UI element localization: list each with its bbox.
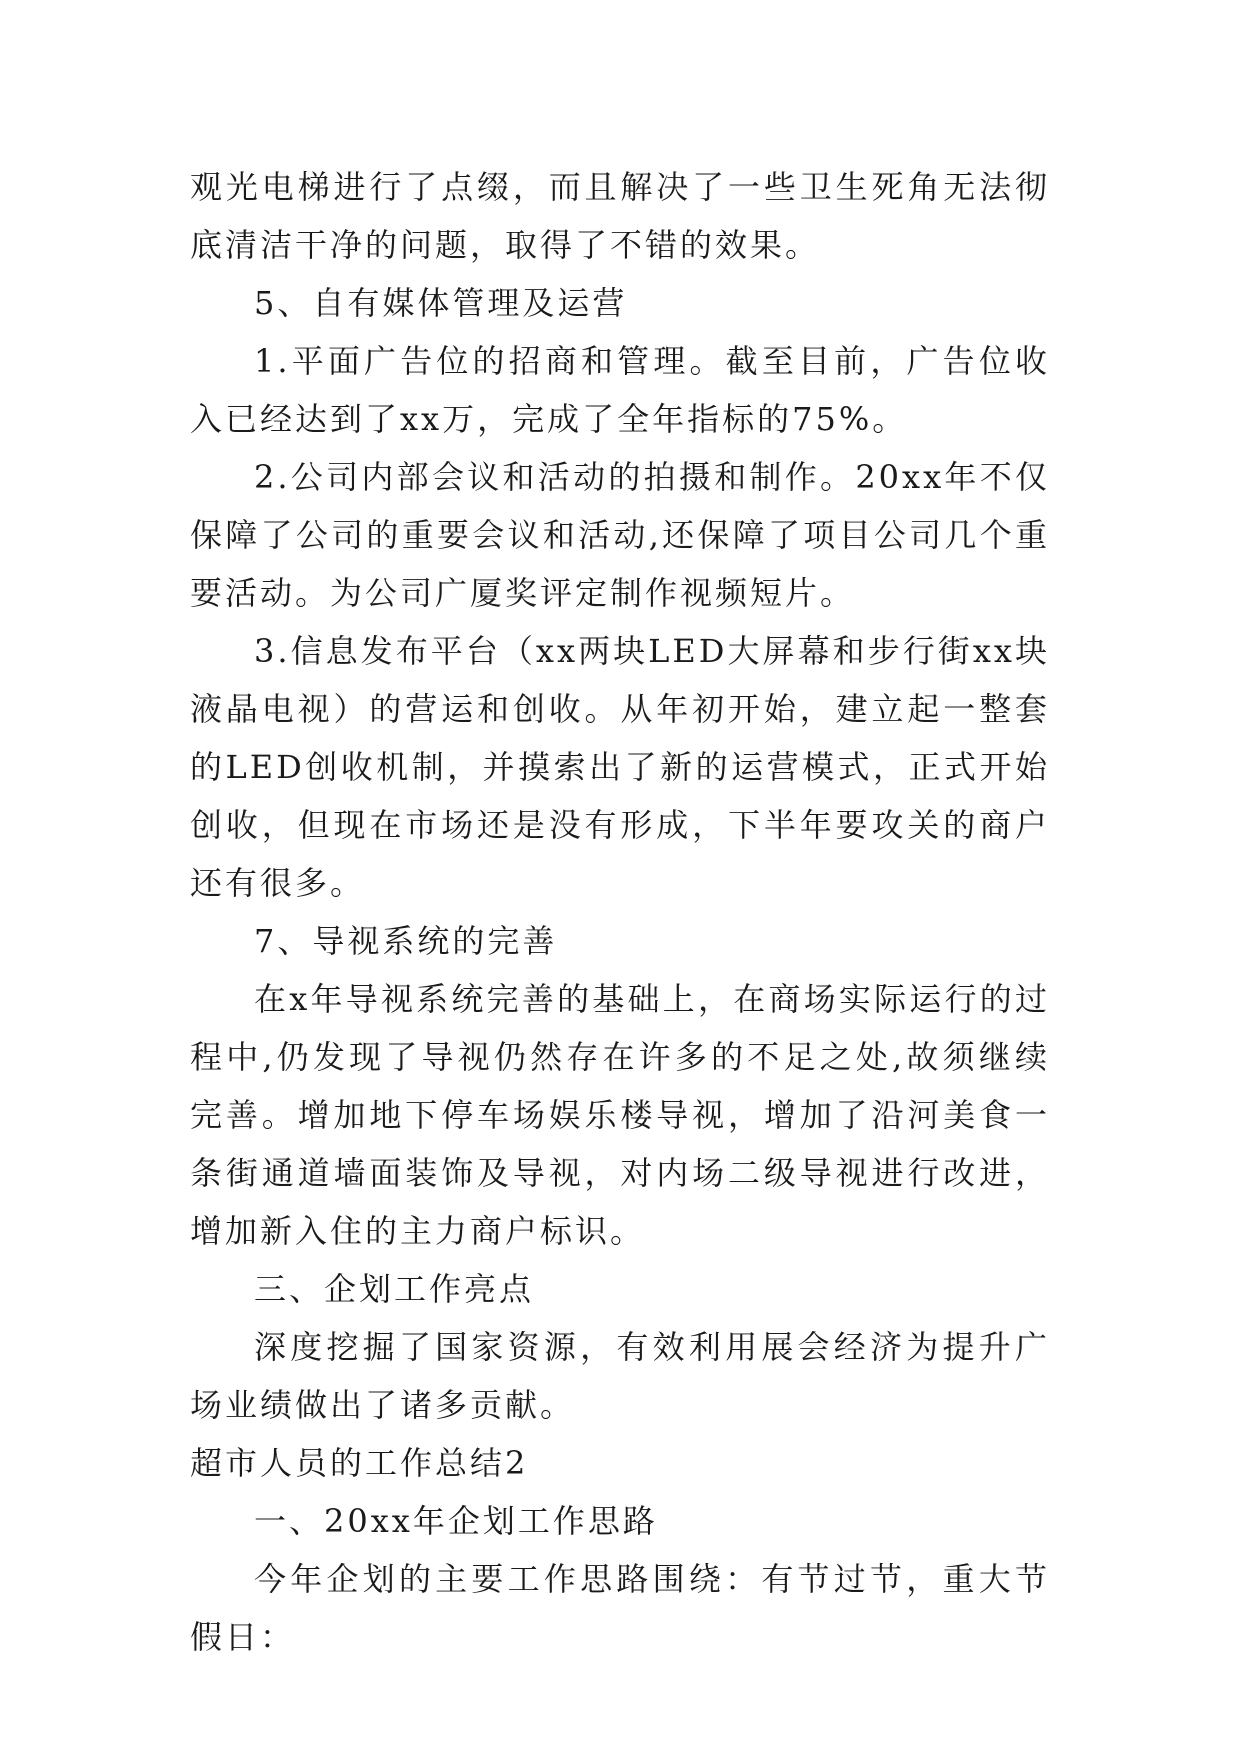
paragraph-highlights: 深度挖掘了国家资源，有效利用展会经济为提升广场业绩做出了诸多贡献。 <box>190 1328 1050 1424</box>
paragraph-print-ads: 1.平面广告位的招商和管理。截至目前，广告位收入已经达到了xx万，完成了全年指标的75%。 <box>190 342 1050 438</box>
section-heading-approach: 一、20xx年企划工作思路 <box>254 1502 658 1540</box>
section-heading-signage: 7、导视系统的完善 <box>254 922 558 960</box>
section-heading-highlights: 三、企划工作亮点 <box>254 1270 535 1308</box>
document-body <box>190 158 1050 1666</box>
paragraph-internal-events: 2.公司内部会议和活动的拍摄和制作。20xx年不仅保障了公司的重要会议和活动,还保障了项目公司几个重要活动。为公司广厦奖评定制作视频短片。 <box>190 458 1050 612</box>
section-heading-media: 5、自有媒体管理及运营 <box>254 284 628 322</box>
paragraph-approach: 今年企划的主要工作思路围绕：有节过节，重大节假日： <box>190 1560 1050 1656</box>
paragraph-signage: 在x年导视系统完善的基础上，在商场实际运行的过程中,仍发现了导视仍然存在许多的不足之处,故须继续完善。增加地下停车场娱乐楼导视，增加了沿河美食一条街通道墙面装饰及导视，对内场二级导视进行改进，增加新入住的主力商户标识。 <box>190 980 1050 1250</box>
paragraph-info-platform: 3.信息发布平台（xx两块LED大屏幕和步行街xx块液晶电视）的营运和创收。从年初开始，建立起一整套的LED创收机制，并摸索出了新的运营模式，正式开始创收，但现在市场还是没有形成，下半年要攻关的商户还有很多。 <box>190 632 1050 902</box>
document-title-2: 超市人员的工作总结2 <box>190 1444 529 1482</box>
paragraph-elevator-decoration: 观光电梯进行了点缀，而且解决了一些卫生死角无法彻底清洁干净的问题，取得了不错的效果。 <box>190 168 1050 264</box>
